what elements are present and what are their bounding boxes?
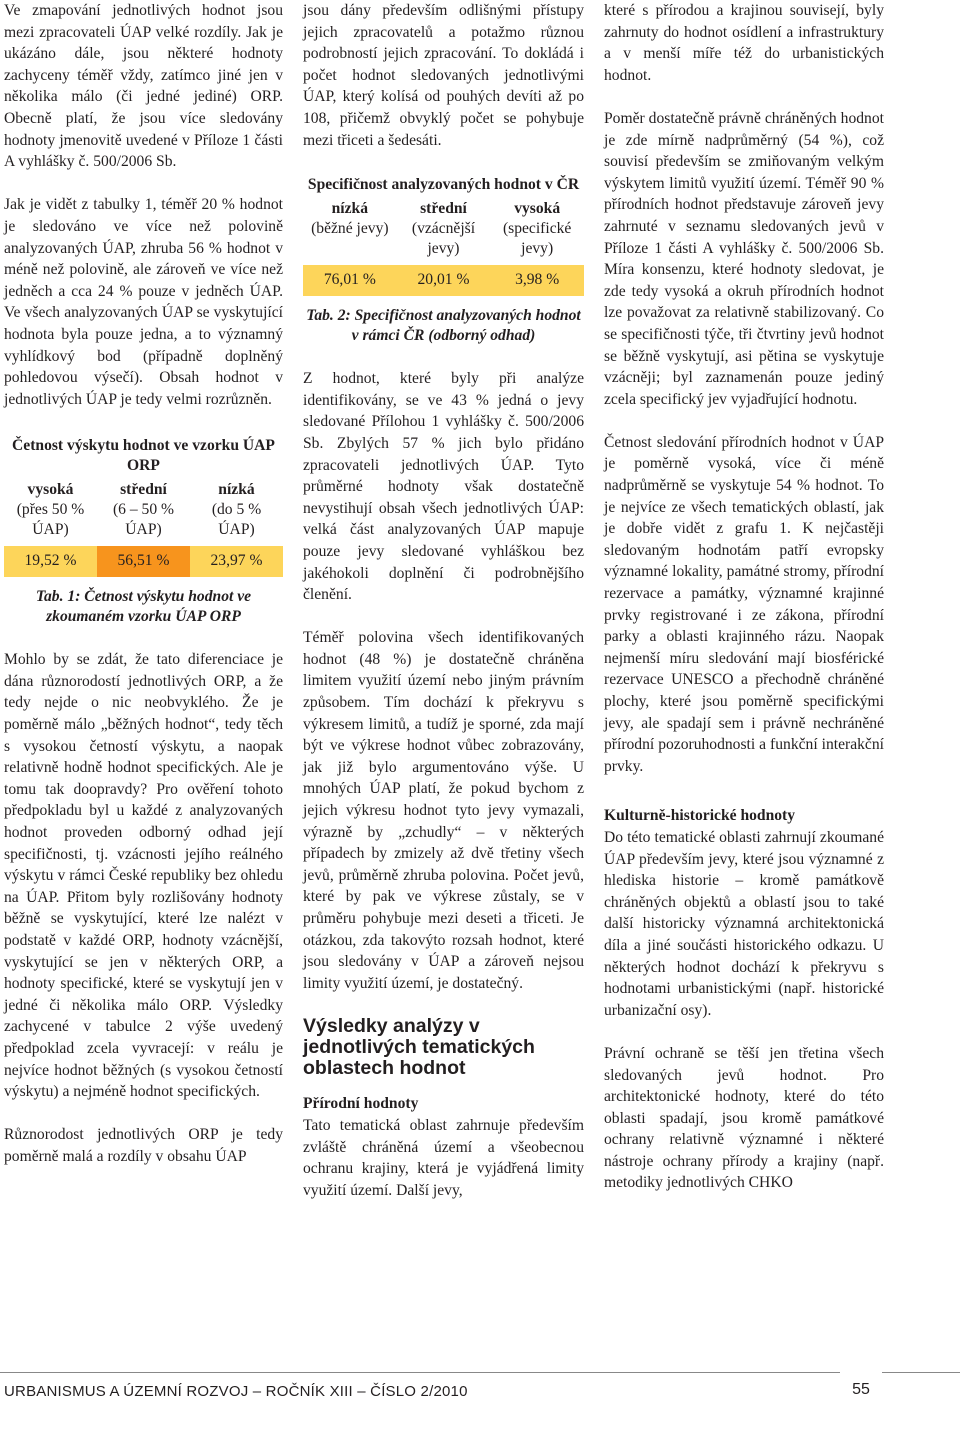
footer-divider <box>0 1372 960 1373</box>
paragraph: Z hodnot, které byly při analýze identifikovány, se ve 43 % jedná o jevy sledované Přílohou 1 vyhlášky č. 500/2006 Sb. Zbylých 57 % jich bylo přidáno zpracovateli jednotlivých ÚAP. Tyto průměrné hodnoty však dostatečně nevystihují obsah všech jednotlivých ÚAP: velká část analyzovaných ÚAP mapuje pouze jevy sledované vyhláškou bez jakéhokoli doplnění či podrobnějšího členění. <box>303 370 584 604</box>
subheading-cultural-values: Kulturně-historické hodnoty <box>604 807 796 825</box>
journal-footer: URBANISMUS A ÚZEMNÍ ROZVOJ – ROČNÍK XIII – ČÍSLO 2/2010 <box>4 1383 468 1400</box>
column-1 <box>4 0 283 1168</box>
table-2-value-high: 3,98 % <box>490 265 584 296</box>
table-2-category-name: nízká <box>303 199 397 219</box>
column-3 <box>604 0 884 1194</box>
section-heading: Výsledky analýzy v jednotlivých tematických oblastech hodnot <box>303 1015 535 1080</box>
table-1-category-desc: (přes 50 % ÚAP) <box>4 500 97 546</box>
table-2-category-name: vysoká <box>490 199 584 219</box>
table-2-category-desc: (vzácnější jevy) <box>397 219 491 265</box>
paragraph: Téměř polovina všech identifikovaných hodnot (48 %) je dostatečně chráněna limitem využití území nebo jiným právním způsobem. Tím dochází k překryvu s výkresem limitů, a tudíž je sporné, zda mají být ve výkrese hodnot vůbec zobrazovány, jak již bylo argumentováno výše. U mnohých ÚAP platí, že pokud bychom z jejich výkresu hodnot tyto jevy vymazali, výrazně by „zchudly“ – v některých případech by zmizely až dvě třetiny všech jevů, průměrně zhruba polovina. Počet jevů, které by pak ve výkrese zůstaly, se v průměru pohybuje mezi deseti a třiceti. Je otázkou, zda takovýto rozsah hodnot, které jsou sledovány v ÚAP a zároveň nejsou limity využití území, je dostatečný. <box>303 629 584 992</box>
table-2-caption: Tab. 2: Specifičnost analyzovaných hodnot v rámci ČR (odborný odhad) <box>306 307 581 345</box>
table-1-frequency <box>4 430 283 577</box>
table-2-category-name: střední <box>397 199 491 219</box>
paragraph: Ve zmapování jednotlivých hodnot jsou mezi zpracovateli ÚAP velké rozdíly. Jak je ukázáno dále, jsou některé hodnoty zachyceny téměř vždy, zatímco jiné jen v několika málo (či jedné jediné) ORP. Obecně platí, že jsou více sledovány hodnoty jmenovitě uvedené v Příloze 1 části A vyhlášky č. 500/2006 Sb. <box>4 2 283 171</box>
table-1-category-name: vysoká <box>4 480 97 500</box>
subheading-natural-values: Přírodní hodnoty <box>303 1095 419 1113</box>
paragraph: Mohlo by se zdát, že tato diferenciace je dána různorodostí jednotlivých ORP, a že tedy nejde o nic neobvyklého. Že je poměrně málo „běžných hodnot“, tedy těch s vysokou četností výskytu, a naopak relativně hodně hodnot specifických. Ale je tomu tak doopravdy? Pro ověření tohoto předpokladu byl u každé z analyzovaných hodnot proveden odborný odhad její specifičnosti, tj. vzácnosti jejího reálného výskytu v rámci České republiky bez ohledu na ÚAP. Přitom byly rozlišovány hodnoty běžně se vyskytující, které lze nalézt v podstatě v každé ORP, hodnoty vzácnější, vyskytující se jen v některých ORP, a hodnoty specifické, které se vyskytují jen v jedné či několika málo ORP. Výsledky zachycené v tabulce 2 výše uvedený předpoklad zcela vyvracejí: v reálu je nejvíce hodnot běžných (s vysokou četností výskytu) a nejméně hodnot specifických. <box>4 651 283 1101</box>
paragraph: Tato tematická oblast zahrnuje především zvláště chráněná území a všeobecnou ochranu krajiny, která je vyjádřená limity využití území. Další jevy, <box>303 1116 584 1199</box>
column-2 <box>303 0 584 1201</box>
table-1-category-desc: (6 – 50 % ÚAP) <box>97 500 190 546</box>
table-1-category-desc: (do 5 % ÚAP) <box>190 500 283 546</box>
table-1-title: Četnost výskytu hodnot ve vzorku ÚAP ORP <box>4 430 283 480</box>
paragraph: Právní ochraně se těší jen třetina všech sledovaných jevů hodnot. Pro architektonické hodnoty, které do této oblasti spadají, jsou kromě památkové ochrany relativně významné i některé nástroje ochrany přírody a krajiny (např. metodiky jednotlivých CHKO <box>604 1044 884 1192</box>
table-2-specificity <box>303 169 584 296</box>
table-1-category-name: nízká <box>190 480 283 500</box>
paragraph: Jak je vidět z tabulky 1, téměř 20 % hodnot je sledováno ve více než polovině analyzovaných ÚAP, zhruba 56 % hodnot v méně než polovině, ale zároveň ve více než jedněch a cca 24 % pouze v jedněch ÚAP. Ve všech analyzovaných ÚAP se vyskytující hodnota byla pouze jedna, a to významný vyhlídkový bod (případně doplněný pohledovou výsečí). Obsah hodnot v jednotlivých ÚAP je tedy velmi rozrůzněn. <box>4 196 283 408</box>
table-1-value-high: 19,52 % <box>4 546 97 577</box>
paragraph: Četnost sledování přírodních hodnot v ÚAP je poměrně vysoká, více či méně nadprůměrně se vyskytuje 54 % hodnot. To je nejvíce ze všech tematických oblastí, jak je dobře vidět z grafu 1. K nejčastěji sledovaným hodnotám patří evropsky významné lokality, památné stromy, přírodní rezervace a památky, významné krajinné prvky registrované i ze zákona, přírodní parky a oblasti krajinného rázu. Naopak nejmenší míru sledování mají biosférické rezervace UNESCO a přechodně chráněné plochy, které jsou poměrně specifickými jevy, ale spadají sem i právně nechráněné přírodní pozoruhodnosti a funkční interakční prvky. <box>604 433 884 775</box>
paragraph: které s přírodou a krajinou souvisejí, byly zahrnuty do hodnot osídlení a infrastruktury a v menší míře též do urbanistických hodnot. <box>604 2 884 84</box>
paragraph: Poměr dostatečně právně chráněných hodnot je zde mírně nadprůměrný (54 %), což souvisí především se zmiňovaným velkým výskytem limitů využití území. Téměř 90 % přírodních hodnot představuje zároveň jevy zahrnuté v seznamu sledovaných jevů v Příloze 1 části A vyhlášky č. 500/2006 Sb. Míra konsenzu, které hodnoty sledovat, je zde tedy vysoká a okruh přírodních hodnot lze považovat za relativně stabilizovaný. Co se specifičnosti týče, tři čtvrtiny jevů hodnot se běžně vyskytují, asi pětina se vyskytuje vzácněji; byl zaznamenán pouze jediný zcela specifický jev vyjadřující hodnotu. <box>604 109 884 408</box>
paragraph: Do této tematické oblasti zahrnují zkoumané ÚAP především jevy, které jsou významné z hlediska historie – kromě památkově chráněných objektů a oblastí jsou to také další historicky významná architektonická díla a jiné součásti historického odkazu. U některých hodnot dochází k překryvu s hodnotami urbanistickými (např. historické urbanizační osy). <box>604 828 884 1019</box>
paragraph: Různorodost jednotlivých ORP je tedy poměrně malá a rozdíly v obsahu ÚAP <box>4 1126 283 1165</box>
table-2-category-desc: (běžné jevy) <box>303 219 397 265</box>
paragraph: jsou dány především odlišnými přístupy jejich zpracovatelů a potažmo různou podrobností jejich zpracování. To dokládá i počet hodnot sledovaných jednotlivými ÚAP, který kolísá od pouhých devíti až po 108, přičemž obvyklý počet se pohybuje mezi třiceti a šedesáti. <box>303 2 584 149</box>
table-2-category-desc: (specifické jevy) <box>490 219 584 265</box>
table-2-value-mid: 20,01 % <box>397 265 491 296</box>
table-2-title: Specifičnost analyzovaných hodnot v ČR <box>303 169 584 199</box>
page-number: 55 <box>840 1372 882 1408</box>
table-1-value-low: 23,97 % <box>190 546 283 577</box>
table-2-value-low: 76,01 % <box>303 265 397 296</box>
table-1-value-mid: 56,51 % <box>97 546 190 577</box>
table-1-caption: Tab. 1: Četnost výskytu hodnot ve zkoumaném vzorku ÚAP ORP <box>35 588 252 626</box>
table-1-category-name: střední <box>97 480 190 500</box>
